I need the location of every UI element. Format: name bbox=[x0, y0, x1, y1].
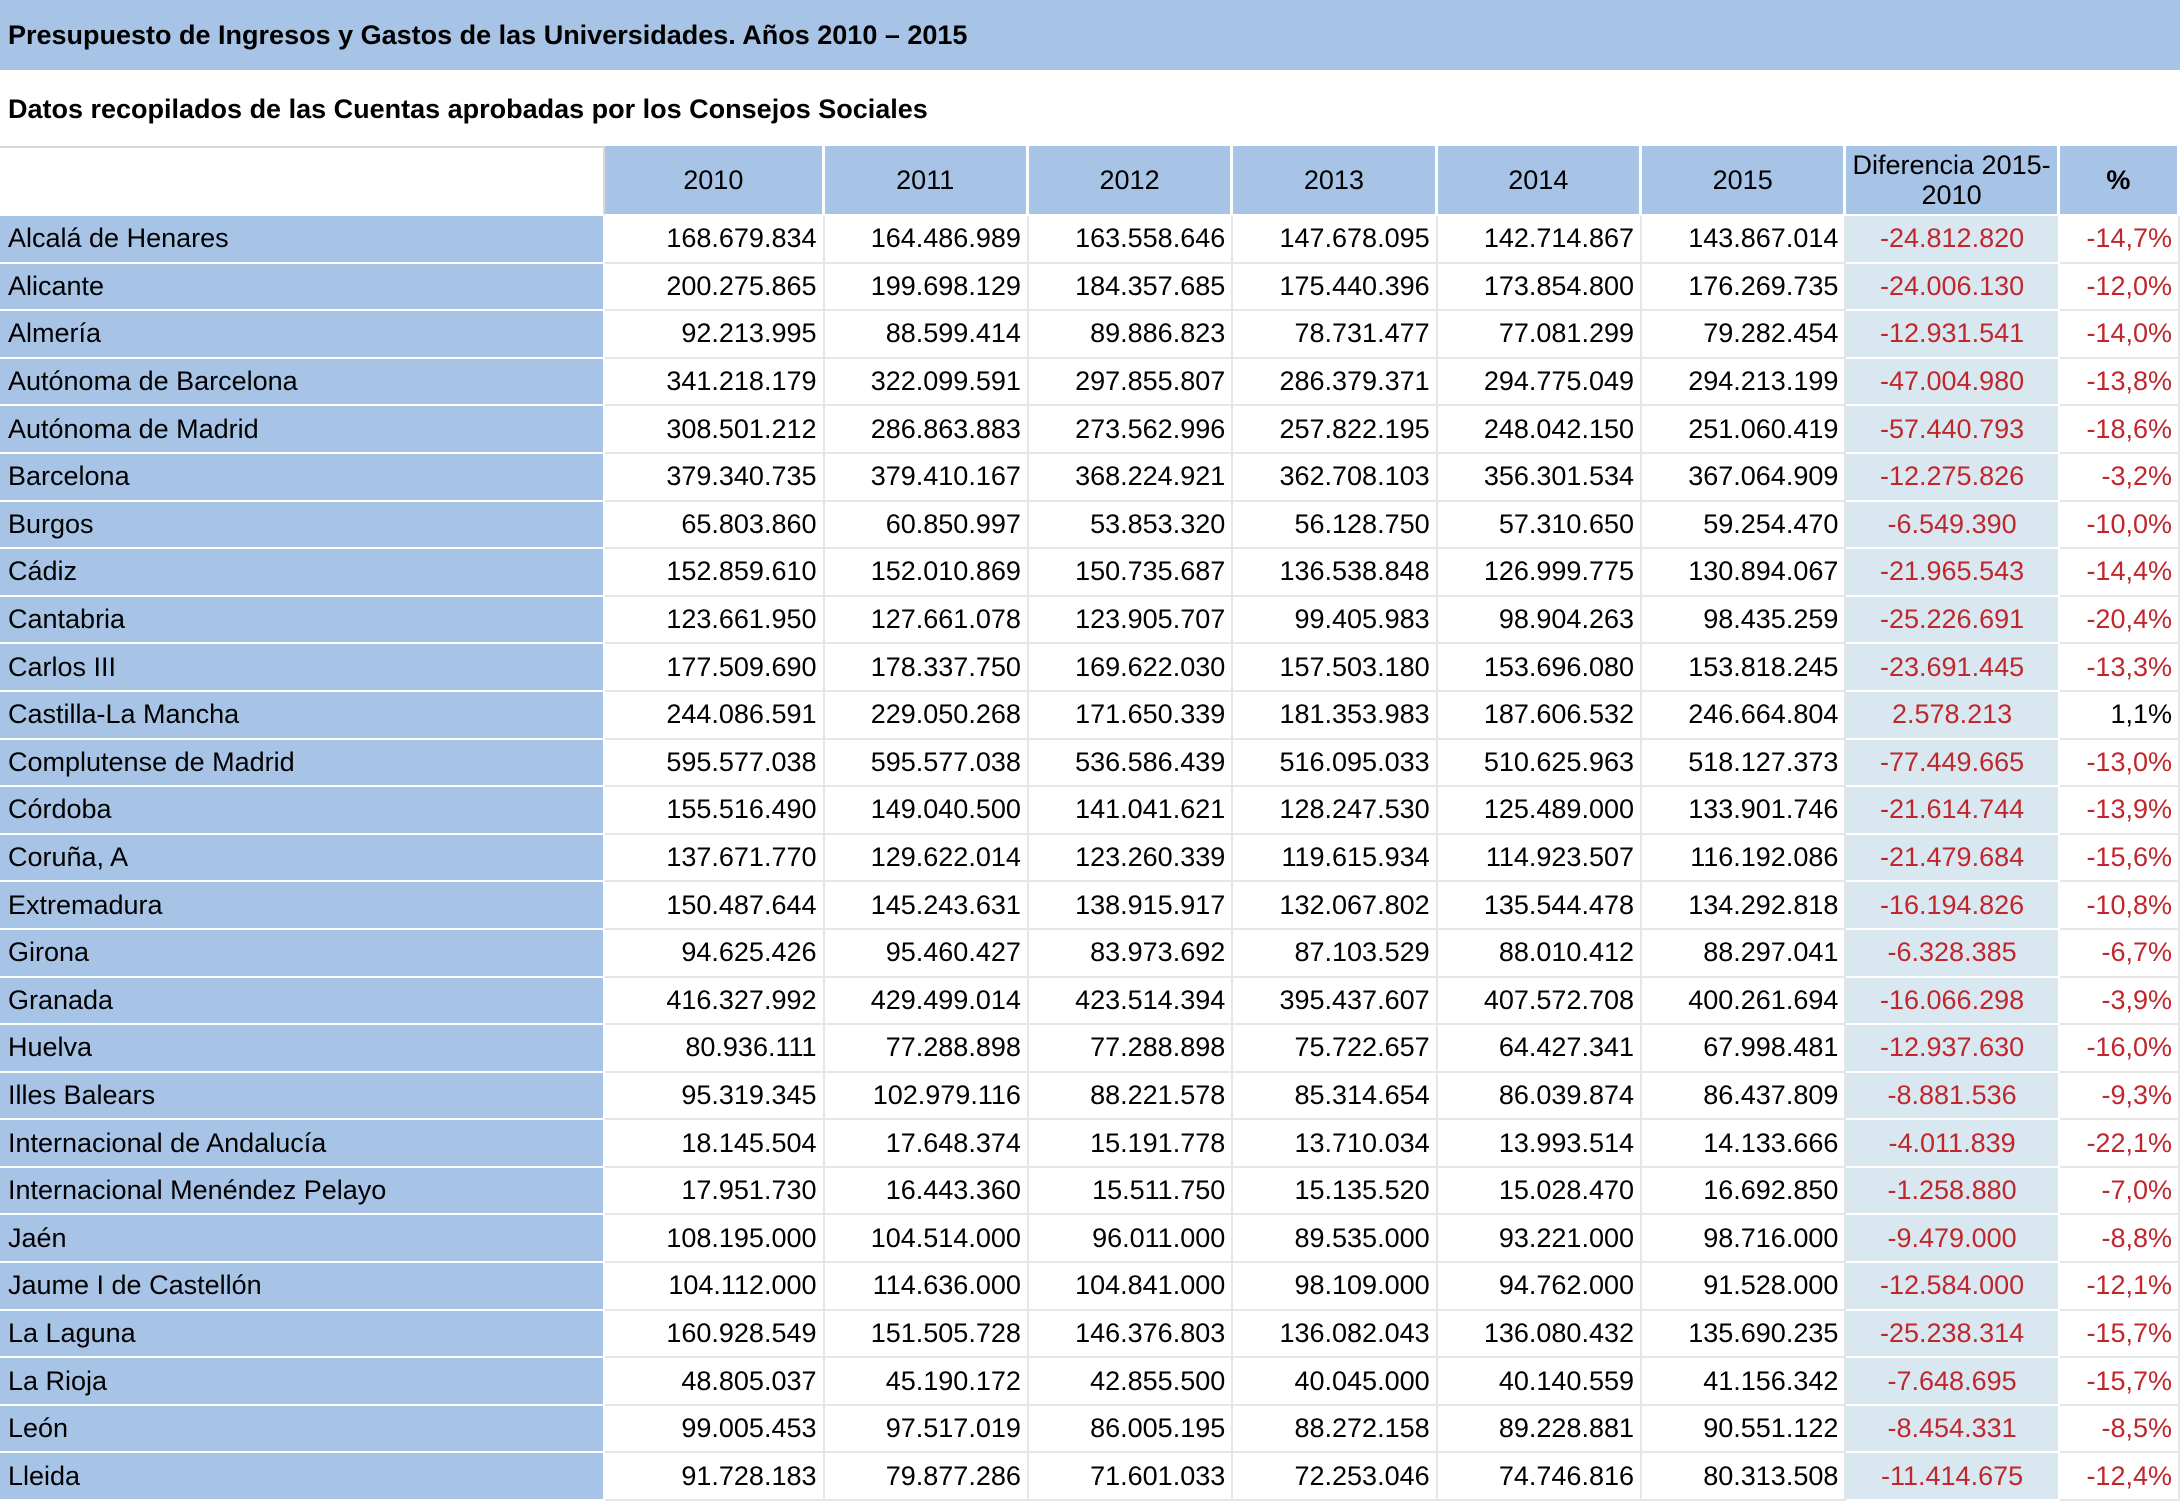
percent-cell[interactable]: -14,4% bbox=[2060, 549, 2180, 597]
table-row bbox=[0, 1120, 2180, 1168]
value-cell-2012[interactable]: 536.586.439 bbox=[1029, 740, 1233, 788]
value-cell-2013[interactable]: 136.538.848 bbox=[1233, 549, 1437, 597]
value-cell-2015[interactable]: 400.261.694 bbox=[1642, 978, 1846, 1026]
value-cell-2013[interactable]: 181.353.983 bbox=[1233, 692, 1437, 740]
value-cell-2013[interactable]: 128.247.530 bbox=[1233, 787, 1437, 835]
value-cell-2011[interactable]: 60.850.997 bbox=[825, 502, 1029, 550]
difference-cell[interactable]: -25.238.314 bbox=[1846, 1311, 2059, 1359]
value-cell-2015[interactable]: 367.064.909 bbox=[1642, 454, 1846, 502]
table-row bbox=[0, 1406, 2180, 1454]
value-cell-2014[interactable]: 356.301.534 bbox=[1438, 454, 1642, 502]
table-row bbox=[0, 454, 2180, 502]
percent-cell[interactable]: -16,0% bbox=[2060, 1025, 2180, 1073]
percent-cell[interactable]: -13,9% bbox=[2060, 787, 2180, 835]
table-title: Presupuesto de Ingresos y Gastos de las Universidades. Años 2010 – 2015 bbox=[0, 0, 2180, 72]
value-cell-2012[interactable]: 297.855.807 bbox=[1029, 359, 1233, 407]
university-name-cell[interactable]: Castilla-La Mancha bbox=[0, 692, 605, 740]
table-row bbox=[0, 216, 2180, 264]
value-cell-2014[interactable]: 86.039.874 bbox=[1438, 1073, 1642, 1121]
difference-cell[interactable]: -24.812.820 bbox=[1846, 216, 2059, 264]
value-cell-2012[interactable]: 86.005.195 bbox=[1029, 1406, 1233, 1454]
difference-cell[interactable]: -24.006.130 bbox=[1846, 264, 2059, 312]
value-cell-2013[interactable]: 286.379.371 bbox=[1233, 359, 1437, 407]
table-row bbox=[0, 1311, 2180, 1359]
budget-table bbox=[0, 146, 2180, 1501]
table-row bbox=[0, 1025, 2180, 1073]
value-cell-2015[interactable]: 80.313.508 bbox=[1642, 1453, 1846, 1501]
value-cell-2012[interactable]: 104.841.000 bbox=[1029, 1263, 1233, 1311]
header-year-2014[interactable]: 2014 bbox=[1438, 146, 1642, 216]
value-cell-2015[interactable]: 79.282.454 bbox=[1642, 311, 1846, 359]
difference-cell[interactable]: -4.011.839 bbox=[1846, 1120, 2059, 1168]
percent-cell[interactable]: -15,7% bbox=[2060, 1311, 2180, 1359]
difference-cell[interactable]: -12.584.000 bbox=[1846, 1263, 2059, 1311]
value-cell-2010[interactable]: 104.112.000 bbox=[605, 1263, 824, 1311]
value-cell-2011[interactable]: 129.622.014 bbox=[825, 835, 1029, 883]
difference-cell[interactable]: -6.549.390 bbox=[1846, 502, 2059, 550]
value-cell-2012[interactable]: 368.224.921 bbox=[1029, 454, 1233, 502]
percent-cell[interactable]: -15,6% bbox=[2060, 835, 2180, 883]
value-cell-2015[interactable]: 130.894.067 bbox=[1642, 549, 1846, 597]
table-row bbox=[0, 502, 2180, 550]
value-cell-2011[interactable]: 114.636.000 bbox=[825, 1263, 1029, 1311]
percent-cell[interactable]: -12,1% bbox=[2060, 1263, 2180, 1311]
value-cell-2012[interactable]: 71.601.033 bbox=[1029, 1453, 1233, 1501]
difference-cell[interactable]: -77.449.665 bbox=[1846, 740, 2059, 788]
value-cell-2013[interactable]: 257.822.195 bbox=[1233, 406, 1437, 454]
table-row bbox=[0, 406, 2180, 454]
value-cell-2015[interactable]: 14.133.666 bbox=[1642, 1120, 1846, 1168]
value-cell-2013[interactable]: 88.272.158 bbox=[1233, 1406, 1437, 1454]
value-cell-2011[interactable]: 199.698.129 bbox=[825, 264, 1029, 312]
header-year-2015[interactable]: 2015 bbox=[1642, 146, 1846, 216]
university-name-cell[interactable]: Cantabria bbox=[0, 597, 605, 645]
value-cell-2013[interactable]: 75.722.657 bbox=[1233, 1025, 1437, 1073]
table-row bbox=[0, 882, 2180, 930]
value-cell-2011[interactable]: 429.499.014 bbox=[825, 978, 1029, 1026]
value-cell-2014[interactable]: 77.081.299 bbox=[1438, 311, 1642, 359]
value-cell-2015[interactable]: 116.192.086 bbox=[1642, 835, 1846, 883]
percent-cell[interactable]: -8,8% bbox=[2060, 1215, 2180, 1263]
value-cell-2015[interactable]: 143.867.014 bbox=[1642, 216, 1846, 264]
value-cell-2014[interactable]: 126.999.775 bbox=[1438, 549, 1642, 597]
header-corner-cell[interactable] bbox=[0, 146, 605, 216]
table-row bbox=[0, 835, 2180, 883]
percent-cell[interactable]: -7,0% bbox=[2060, 1168, 2180, 1216]
value-cell-2011[interactable]: 102.979.116 bbox=[825, 1073, 1029, 1121]
value-cell-2012[interactable]: 423.514.394 bbox=[1029, 978, 1233, 1026]
value-cell-2013[interactable]: 40.045.000 bbox=[1233, 1358, 1437, 1406]
value-cell-2010[interactable]: 123.661.950 bbox=[605, 597, 824, 645]
value-cell-2011[interactable]: 322.099.591 bbox=[825, 359, 1029, 407]
header-row bbox=[0, 146, 2180, 216]
university-name-cell[interactable]: Huelva bbox=[0, 1025, 605, 1073]
university-name-cell[interactable]: Girona bbox=[0, 930, 605, 978]
value-cell-2010[interactable]: 160.928.549 bbox=[605, 1311, 824, 1359]
value-cell-2015[interactable]: 153.818.245 bbox=[1642, 644, 1846, 692]
value-cell-2012[interactable]: 141.041.621 bbox=[1029, 787, 1233, 835]
table-row bbox=[0, 740, 2180, 788]
value-cell-2013[interactable]: 15.135.520 bbox=[1233, 1168, 1437, 1216]
value-cell-2010[interactable]: 177.509.690 bbox=[605, 644, 824, 692]
value-cell-2011[interactable]: 379.410.167 bbox=[825, 454, 1029, 502]
university-name-cell[interactable]: Almería bbox=[0, 311, 605, 359]
value-cell-2013[interactable]: 147.678.095 bbox=[1233, 216, 1437, 264]
table-row bbox=[0, 787, 2180, 835]
value-cell-2010[interactable]: 200.275.865 bbox=[605, 264, 824, 312]
table-row bbox=[0, 1168, 2180, 1216]
table-row bbox=[0, 1215, 2180, 1263]
value-cell-2013[interactable]: 85.314.654 bbox=[1233, 1073, 1437, 1121]
value-cell-2010[interactable]: 308.501.212 bbox=[605, 406, 824, 454]
value-cell-2015[interactable]: 67.998.481 bbox=[1642, 1025, 1846, 1073]
difference-cell[interactable]: -23.691.445 bbox=[1846, 644, 2059, 692]
value-cell-2015[interactable]: 16.692.850 bbox=[1642, 1168, 1846, 1216]
value-cell-2011[interactable]: 17.648.374 bbox=[825, 1120, 1029, 1168]
table-row bbox=[0, 978, 2180, 1026]
value-cell-2015[interactable]: 98.716.000 bbox=[1642, 1215, 1846, 1263]
value-cell-2012[interactable]: 273.562.996 bbox=[1029, 406, 1233, 454]
value-cell-2011[interactable]: 104.514.000 bbox=[825, 1215, 1029, 1263]
percent-cell[interactable]: -18,6% bbox=[2060, 406, 2180, 454]
value-cell-2011[interactable]: 151.505.728 bbox=[825, 1311, 1029, 1359]
value-cell-2012[interactable]: 77.288.898 bbox=[1029, 1025, 1233, 1073]
value-cell-2012[interactable]: 150.735.687 bbox=[1029, 549, 1233, 597]
difference-cell[interactable]: -57.440.793 bbox=[1846, 406, 2059, 454]
university-name-cell[interactable]: Autónoma de Madrid bbox=[0, 406, 605, 454]
value-cell-2012[interactable]: 88.221.578 bbox=[1029, 1073, 1233, 1121]
value-cell-2011[interactable]: 164.486.989 bbox=[825, 216, 1029, 264]
university-name-cell[interactable]: Extremadura bbox=[0, 882, 605, 930]
university-name-cell[interactable]: Jaén bbox=[0, 1215, 605, 1263]
difference-cell[interactable]: -8.881.536 bbox=[1846, 1073, 2059, 1121]
university-name-cell[interactable]: Carlos III bbox=[0, 644, 605, 692]
percent-cell[interactable]: -3,2% bbox=[2060, 454, 2180, 502]
difference-cell[interactable]: -9.479.000 bbox=[1846, 1215, 2059, 1263]
value-cell-2012[interactable]: 138.915.917 bbox=[1029, 882, 1233, 930]
difference-cell[interactable]: 2.578.213 bbox=[1846, 692, 2059, 740]
university-name-cell[interactable]: Burgos bbox=[0, 502, 605, 550]
header-percent[interactable]: % bbox=[2060, 146, 2180, 216]
difference-cell[interactable]: -21.479.684 bbox=[1846, 835, 2059, 883]
value-cell-2010[interactable]: 80.936.111 bbox=[605, 1025, 824, 1073]
university-name-cell[interactable]: Cádiz bbox=[0, 549, 605, 597]
table-subtitle: Datos recopilados de las Cuentas aprobadas por los Consejos Sociales bbox=[0, 72, 2180, 146]
university-name-cell[interactable]: Internacional Menéndez Pelayo bbox=[0, 1168, 605, 1216]
value-cell-2013[interactable]: 175.440.396 bbox=[1233, 264, 1437, 312]
value-cell-2013[interactable]: 136.082.043 bbox=[1233, 1311, 1437, 1359]
table-row bbox=[0, 692, 2180, 740]
university-name-cell[interactable]: León bbox=[0, 1406, 605, 1454]
value-cell-2014[interactable]: 136.080.432 bbox=[1438, 1311, 1642, 1359]
value-cell-2012[interactable]: 146.376.803 bbox=[1029, 1311, 1233, 1359]
value-cell-2014[interactable]: 94.762.000 bbox=[1438, 1263, 1642, 1311]
university-name-cell[interactable]: Lleida bbox=[0, 1453, 605, 1501]
value-cell-2013[interactable]: 78.731.477 bbox=[1233, 311, 1437, 359]
table-row bbox=[0, 264, 2180, 312]
value-cell-2013[interactable]: 56.128.750 bbox=[1233, 502, 1437, 550]
value-cell-2013[interactable]: 132.067.802 bbox=[1233, 882, 1437, 930]
value-cell-2012[interactable]: 123.905.707 bbox=[1029, 597, 1233, 645]
table-body bbox=[0, 216, 2180, 1501]
value-cell-2011[interactable]: 149.040.500 bbox=[825, 787, 1029, 835]
value-cell-2010[interactable]: 168.679.834 bbox=[605, 216, 824, 264]
value-cell-2015[interactable]: 294.213.199 bbox=[1642, 359, 1846, 407]
table-row bbox=[0, 549, 2180, 597]
value-cell-2011[interactable]: 145.243.631 bbox=[825, 882, 1029, 930]
value-cell-2010[interactable]: 244.086.591 bbox=[605, 692, 824, 740]
table-row bbox=[0, 597, 2180, 645]
value-cell-2012[interactable]: 89.886.823 bbox=[1029, 311, 1233, 359]
value-cell-2012[interactable]: 169.622.030 bbox=[1029, 644, 1233, 692]
value-cell-2010[interactable]: 416.327.992 bbox=[605, 978, 824, 1026]
value-cell-2010[interactable]: 379.340.735 bbox=[605, 454, 824, 502]
value-cell-2014[interactable]: 57.310.650 bbox=[1438, 502, 1642, 550]
value-cell-2014[interactable]: 125.489.000 bbox=[1438, 787, 1642, 835]
table-row bbox=[0, 359, 2180, 407]
value-cell-2014[interactable]: 13.993.514 bbox=[1438, 1120, 1642, 1168]
value-cell-2011[interactable]: 97.517.019 bbox=[825, 1406, 1029, 1454]
value-cell-2011[interactable]: 45.190.172 bbox=[825, 1358, 1029, 1406]
university-name-cell[interactable]: Alicante bbox=[0, 264, 605, 312]
value-cell-2011[interactable]: 127.661.078 bbox=[825, 597, 1029, 645]
header-year-2010[interactable]: 2010 bbox=[605, 146, 824, 216]
header-year-2011[interactable]: 2011 bbox=[825, 146, 1029, 216]
value-cell-2012[interactable]: 83.973.692 bbox=[1029, 930, 1233, 978]
university-name-cell[interactable]: La Rioja bbox=[0, 1358, 605, 1406]
difference-cell[interactable]: -1.258.880 bbox=[1846, 1168, 2059, 1216]
university-name-cell[interactable]: Complutense de Madrid bbox=[0, 740, 605, 788]
value-cell-2014[interactable]: 98.904.263 bbox=[1438, 597, 1642, 645]
value-cell-2010[interactable]: 150.487.644 bbox=[605, 882, 824, 930]
difference-cell[interactable]: -11.414.675 bbox=[1846, 1453, 2059, 1501]
value-cell-2013[interactable]: 157.503.180 bbox=[1233, 644, 1437, 692]
table-row bbox=[0, 1073, 2180, 1121]
percent-cell[interactable]: -13,3% bbox=[2060, 644, 2180, 692]
value-cell-2010[interactable]: 48.805.037 bbox=[605, 1358, 824, 1406]
percent-cell[interactable]: -12,0% bbox=[2060, 264, 2180, 312]
difference-cell[interactable]: -7.648.695 bbox=[1846, 1358, 2059, 1406]
percent-cell[interactable]: -8,5% bbox=[2060, 1406, 2180, 1454]
value-cell-2014[interactable]: 74.746.816 bbox=[1438, 1453, 1642, 1501]
difference-cell[interactable]: -12.937.630 bbox=[1846, 1025, 2059, 1073]
value-cell-2011[interactable]: 16.443.360 bbox=[825, 1168, 1029, 1216]
difference-cell[interactable]: -21.965.543 bbox=[1846, 549, 2059, 597]
university-name-cell[interactable]: Alcalá de Henares bbox=[0, 216, 605, 264]
percent-cell[interactable]: -14,7% bbox=[2060, 216, 2180, 264]
value-cell-2014[interactable]: 407.572.708 bbox=[1438, 978, 1642, 1026]
difference-cell[interactable]: -47.004.980 bbox=[1846, 359, 2059, 407]
value-cell-2013[interactable]: 87.103.529 bbox=[1233, 930, 1437, 978]
value-cell-2012[interactable]: 123.260.339 bbox=[1029, 835, 1233, 883]
value-cell-2015[interactable]: 246.664.804 bbox=[1642, 692, 1846, 740]
difference-cell[interactable]: -6.328.385 bbox=[1846, 930, 2059, 978]
value-cell-2010[interactable]: 108.195.000 bbox=[605, 1215, 824, 1263]
value-cell-2015[interactable]: 41.156.342 bbox=[1642, 1358, 1846, 1406]
value-cell-2015[interactable]: 518.127.373 bbox=[1642, 740, 1846, 788]
value-cell-2013[interactable]: 395.437.607 bbox=[1233, 978, 1437, 1026]
value-cell-2014[interactable]: 15.028.470 bbox=[1438, 1168, 1642, 1216]
value-cell-2011[interactable]: 152.010.869 bbox=[825, 549, 1029, 597]
value-cell-2010[interactable]: 18.145.504 bbox=[605, 1120, 824, 1168]
value-cell-2013[interactable]: 119.615.934 bbox=[1233, 835, 1437, 883]
value-cell-2010[interactable]: 595.577.038 bbox=[605, 740, 824, 788]
percent-cell[interactable]: -13,0% bbox=[2060, 740, 2180, 788]
value-cell-2013[interactable]: 516.095.033 bbox=[1233, 740, 1437, 788]
table-row bbox=[0, 1453, 2180, 1501]
table-row bbox=[0, 1263, 2180, 1311]
value-cell-2015[interactable]: 134.292.818 bbox=[1642, 882, 1846, 930]
value-cell-2013[interactable]: 362.708.103 bbox=[1233, 454, 1437, 502]
percent-cell[interactable]: -14,0% bbox=[2060, 311, 2180, 359]
value-cell-2014[interactable]: 173.854.800 bbox=[1438, 264, 1642, 312]
value-cell-2015[interactable]: 135.690.235 bbox=[1642, 1311, 1846, 1359]
header-year-2013[interactable]: 2013 bbox=[1233, 146, 1437, 216]
value-cell-2011[interactable]: 95.460.427 bbox=[825, 930, 1029, 978]
value-cell-2011[interactable]: 178.337.750 bbox=[825, 644, 1029, 692]
value-cell-2010[interactable]: 152.859.610 bbox=[605, 549, 824, 597]
value-cell-2011[interactable]: 88.599.414 bbox=[825, 311, 1029, 359]
university-name-cell[interactable]: Autónoma de Barcelona bbox=[0, 359, 605, 407]
value-cell-2010[interactable]: 17.951.730 bbox=[605, 1168, 824, 1216]
value-cell-2013[interactable]: 13.710.034 bbox=[1233, 1120, 1437, 1168]
value-cell-2010[interactable]: 341.218.179 bbox=[605, 359, 824, 407]
value-cell-2010[interactable]: 137.671.770 bbox=[605, 835, 824, 883]
value-cell-2015[interactable]: 251.060.419 bbox=[1642, 406, 1846, 454]
value-cell-2010[interactable]: 92.213.995 bbox=[605, 311, 824, 359]
value-cell-2015[interactable]: 90.551.122 bbox=[1642, 1406, 1846, 1454]
table-row bbox=[0, 1358, 2180, 1406]
university-name-cell[interactable]: Barcelona bbox=[0, 454, 605, 502]
value-cell-2011[interactable]: 286.863.883 bbox=[825, 406, 1029, 454]
percent-cell[interactable]: -13,8% bbox=[2060, 359, 2180, 407]
value-cell-2010[interactable]: 95.319.345 bbox=[605, 1073, 824, 1121]
university-name-cell[interactable]: Córdoba bbox=[0, 787, 605, 835]
percent-cell[interactable]: -9,3% bbox=[2060, 1073, 2180, 1121]
value-cell-2010[interactable]: 91.728.183 bbox=[605, 1453, 824, 1501]
percent-cell[interactable]: -12,4% bbox=[2060, 1453, 2180, 1501]
value-cell-2012[interactable]: 184.357.685 bbox=[1029, 264, 1233, 312]
header-year-2012[interactable]: 2012 bbox=[1029, 146, 1233, 216]
percent-cell[interactable]: -20,4% bbox=[2060, 597, 2180, 645]
value-cell-2015[interactable]: 91.528.000 bbox=[1642, 1263, 1846, 1311]
difference-cell[interactable]: -12.931.541 bbox=[1846, 311, 2059, 359]
value-cell-2015[interactable]: 98.435.259 bbox=[1642, 597, 1846, 645]
value-cell-2014[interactable]: 64.427.341 bbox=[1438, 1025, 1642, 1073]
value-cell-2014[interactable]: 510.625.963 bbox=[1438, 740, 1642, 788]
value-cell-2012[interactable]: 53.853.320 bbox=[1029, 502, 1233, 550]
value-cell-2012[interactable]: 15.511.750 bbox=[1029, 1168, 1233, 1216]
value-cell-2013[interactable]: 72.253.046 bbox=[1233, 1453, 1437, 1501]
value-cell-2014[interactable]: 248.042.150 bbox=[1438, 406, 1642, 454]
value-cell-2011[interactable]: 229.050.268 bbox=[825, 692, 1029, 740]
university-name-cell[interactable]: La Laguna bbox=[0, 1311, 605, 1359]
difference-cell[interactable]: -8.454.331 bbox=[1846, 1406, 2059, 1454]
university-name-cell[interactable]: Jaume I de Castellón bbox=[0, 1263, 605, 1311]
difference-cell[interactable]: -16.066.298 bbox=[1846, 978, 2059, 1026]
header-difference[interactable]: Diferencia 2015-2010 bbox=[1846, 146, 2059, 216]
value-cell-2015[interactable]: 59.254.470 bbox=[1642, 502, 1846, 550]
value-cell-2012[interactable]: 96.011.000 bbox=[1029, 1215, 1233, 1263]
value-cell-2014[interactable]: 294.775.049 bbox=[1438, 359, 1642, 407]
table-row bbox=[0, 311, 2180, 359]
percent-cell[interactable]: -6,7% bbox=[2060, 930, 2180, 978]
value-cell-2010[interactable]: 94.625.426 bbox=[605, 930, 824, 978]
percent-cell[interactable]: 1,1% bbox=[2060, 692, 2180, 740]
value-cell-2010[interactable]: 65.803.860 bbox=[605, 502, 824, 550]
difference-cell[interactable]: -21.614.744 bbox=[1846, 787, 2059, 835]
value-cell-2012[interactable]: 171.650.339 bbox=[1029, 692, 1233, 740]
value-cell-2015[interactable]: 176.269.735 bbox=[1642, 264, 1846, 312]
value-cell-2014[interactable]: 89.228.881 bbox=[1438, 1406, 1642, 1454]
difference-cell[interactable]: -16.194.826 bbox=[1846, 882, 2059, 930]
university-name-cell[interactable]: Illes Balears bbox=[0, 1073, 605, 1121]
value-cell-2011[interactable]: 595.577.038 bbox=[825, 740, 1029, 788]
difference-cell[interactable]: -25.226.691 bbox=[1846, 597, 2059, 645]
value-cell-2014[interactable]: 88.010.412 bbox=[1438, 930, 1642, 978]
value-cell-2013[interactable]: 89.535.000 bbox=[1233, 1215, 1437, 1263]
value-cell-2011[interactable]: 77.288.898 bbox=[825, 1025, 1029, 1073]
value-cell-2013[interactable]: 98.109.000 bbox=[1233, 1263, 1437, 1311]
value-cell-2010[interactable]: 155.516.490 bbox=[605, 787, 824, 835]
percent-cell[interactable]: -3,9% bbox=[2060, 978, 2180, 1026]
value-cell-2011[interactable]: 79.877.286 bbox=[825, 1453, 1029, 1501]
table-row bbox=[0, 644, 2180, 692]
value-cell-2012[interactable]: 15.191.778 bbox=[1029, 1120, 1233, 1168]
value-cell-2014[interactable]: 142.714.867 bbox=[1438, 216, 1642, 264]
value-cell-2014[interactable]: 153.696.080 bbox=[1438, 644, 1642, 692]
value-cell-2014[interactable]: 93.221.000 bbox=[1438, 1215, 1642, 1263]
value-cell-2015[interactable]: 88.297.041 bbox=[1642, 930, 1846, 978]
table-row bbox=[0, 930, 2180, 978]
difference-cell[interactable]: -12.275.826 bbox=[1846, 454, 2059, 502]
value-cell-2014[interactable]: 135.544.478 bbox=[1438, 882, 1642, 930]
value-cell-2014[interactable]: 40.140.559 bbox=[1438, 1358, 1642, 1406]
value-cell-2013[interactable]: 99.405.983 bbox=[1233, 597, 1437, 645]
value-cell-2014[interactable]: 114.923.507 bbox=[1438, 835, 1642, 883]
value-cell-2014[interactable]: 187.606.532 bbox=[1438, 692, 1642, 740]
percent-cell[interactable]: -15,7% bbox=[2060, 1358, 2180, 1406]
university-name-cell[interactable]: Granada bbox=[0, 978, 605, 1026]
value-cell-2015[interactable]: 133.901.746 bbox=[1642, 787, 1846, 835]
value-cell-2012[interactable]: 163.558.646 bbox=[1029, 216, 1233, 264]
value-cell-2010[interactable]: 99.005.453 bbox=[605, 1406, 824, 1454]
university-name-cell[interactable]: Internacional de Andalucía bbox=[0, 1120, 605, 1168]
percent-cell[interactable]: -10,0% bbox=[2060, 502, 2180, 550]
value-cell-2015[interactable]: 86.437.809 bbox=[1642, 1073, 1846, 1121]
university-name-cell[interactable]: Coruña, A bbox=[0, 835, 605, 883]
percent-cell[interactable]: -10,8% bbox=[2060, 882, 2180, 930]
value-cell-2012[interactable]: 42.855.500 bbox=[1029, 1358, 1233, 1406]
percent-cell[interactable]: -22,1% bbox=[2060, 1120, 2180, 1168]
